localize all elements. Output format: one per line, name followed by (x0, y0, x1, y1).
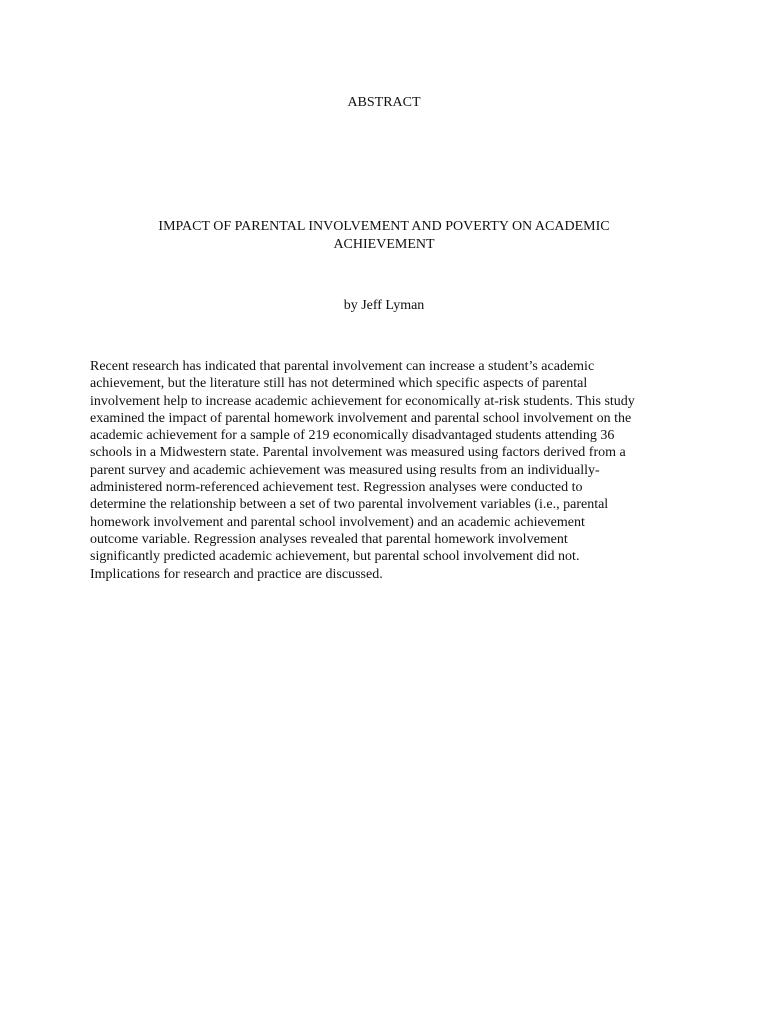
document-title: IMPACT OF PARENTAL INVOLVEMENT AND POVERTY ON ACADEMIC ACHIEVEMENT (158, 219, 610, 252)
abstract-heading: ABSTRACT (347, 95, 421, 110)
abstract-line: achievement, but the literature still has not determined which specific aspects of parental (90, 376, 588, 392)
abstract-body (90, 358, 680, 583)
abstract-line: homework involvement and parental school involvement) and an academic achievement (90, 514, 585, 530)
abstract-line: significantly predicted academic achievement, but parental school involvement did not. (90, 549, 580, 565)
abstract-line: examined the impact of parental homework involvement and parental school involvement on the (90, 410, 632, 426)
abstract-line: schools in a Midwestern state. Parental involvement was measured using factors derived from a (90, 445, 626, 461)
abstract-line: outcome variable. Regression analyses revealed that parental homework involvement (90, 531, 568, 547)
abstract-line: involvement help to increase academic achievement for economically at-risk students. This study (90, 393, 635, 409)
abstract-line: determine the relationship between a set of two parental involvement variables (i.e., parental (90, 497, 609, 513)
abstract-line: administered norm-referenced achievement test. Regression analyses were conducted to (90, 480, 583, 496)
abstract-line: academic achievement for a sample of 219 economically disadvantaged students attending 36 (90, 428, 615, 444)
abstract-line: parent survey and academic achievement was measured using results from an individually- (90, 462, 600, 478)
abstract-line: Recent research has indicated that parental involvement can increase a student’s academic (90, 359, 595, 374)
author-line: by Jeff Lyman (343, 298, 425, 313)
abstract-line: Implications for research and practice are discussed. (90, 566, 383, 582)
